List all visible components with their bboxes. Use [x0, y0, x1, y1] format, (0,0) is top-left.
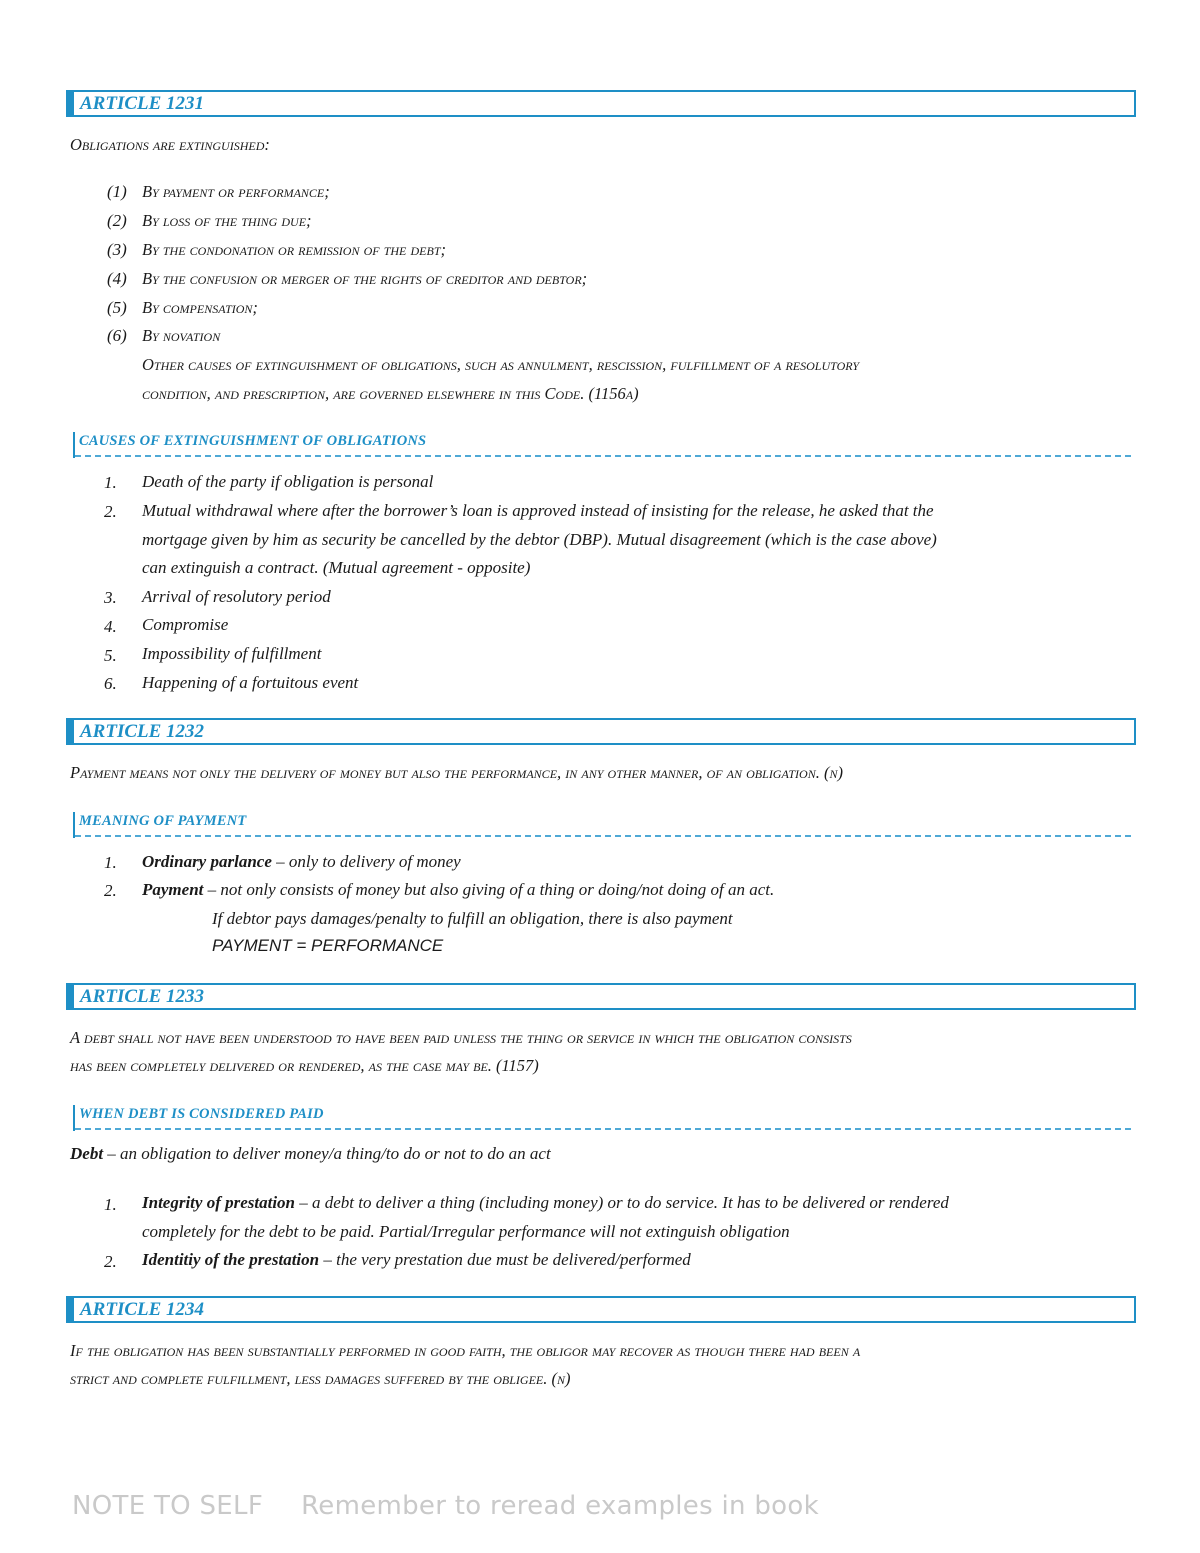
definition: – only to delivery of money — [271, 852, 461, 871]
list-number: 2. — [104, 502, 117, 521]
list-item: Impossibility of fulfillment — [142, 644, 322, 663]
article-1234-line1: If the obligation has been substantially performed in good faith, the obligor may recover as though there had been a — [70, 1341, 861, 1360]
list-number: (3) — [107, 240, 127, 259]
list-item-continuation: mortgage given by him as security be cancelled by the debtor (DBP). Mutual disagreement (which is the case above) — [142, 530, 937, 549]
list-number: 1. — [104, 1195, 117, 1214]
list-item — [142, 848, 461, 877]
article-title: ARTICLE 1231 — [80, 93, 205, 114]
list-number: 1. — [104, 853, 117, 872]
list-item: Mutual withdrawal where after the borrower’s loan is approved instead of insisting for the release, he asked that the — [142, 501, 934, 520]
list-number: 2. — [104, 1252, 117, 1271]
list-item — [142, 876, 774, 905]
list-number: 3. — [104, 588, 117, 607]
list-number: 2. — [104, 881, 117, 900]
note-text: Remember to reread examples in book — [301, 1491, 819, 1521]
payment-equation: PAYMENT = PERFORMANCE — [212, 936, 444, 955]
list-item: By compensation; — [142, 298, 258, 317]
term: Ordinary parlance — [142, 852, 272, 871]
term: Identitiy of the prestation — [142, 1250, 320, 1269]
article-1233-line1: A debt shall not have been understood to have been paid unless the thing or service in which the obligation consists — [70, 1028, 852, 1047]
section-heading-meaning — [73, 812, 1131, 838]
debt-definition — [70, 1140, 551, 1169]
article-1232-text: Payment means not only the delivery of money but also the performance, in any other manner, of an obligation. (n) — [70, 763, 843, 782]
definition: – a debt to deliver a thing (including money) or to do service. It has to be delivered or rendered — [295, 1193, 949, 1212]
list-number: (1) — [107, 182, 127, 201]
list-number: (5) — [107, 298, 127, 317]
article-title: ARTICLE 1234 — [80, 1299, 205, 1320]
list-number: (4) — [107, 269, 127, 288]
list-number: 4. — [104, 617, 117, 636]
dashed-rule — [75, 1128, 1131, 1130]
article-1231-header — [66, 90, 1136, 117]
list-item: By novation — [142, 326, 221, 345]
list-item: By payment or performance; — [142, 182, 330, 201]
list-item: By the confusion or merger of the rights of creditor and debtor; — [142, 269, 588, 288]
list-item: By the condonation or remission of the debt; — [142, 240, 447, 259]
note-label: NOTE TO SELF — [72, 1491, 264, 1521]
list-item-continuation: completely for the debt to be paid. Partial/Irregular performance will not extinguish obligation — [142, 1222, 790, 1241]
article-1231-closing-line2: condition, and prescription, are governed elsewhere in this Code. (1156a) — [142, 384, 639, 403]
term: Integrity of prestation — [142, 1193, 296, 1212]
list-number: 1. — [104, 473, 117, 492]
list-number: 6. — [104, 674, 117, 693]
list-item: Compromise — [142, 615, 229, 634]
section-heading-debt-paid — [73, 1105, 1131, 1131]
dashed-rule — [75, 835, 1131, 837]
article-title: ARTICLE 1232 — [80, 721, 205, 742]
article-title: ARTICLE 1233 — [80, 986, 205, 1007]
article-1232-header — [66, 718, 1136, 745]
payment-note: If debtor pays damages/penalty to fulfill an obligation, there is also payment — [212, 909, 733, 928]
note-to-self — [72, 1491, 819, 1521]
list-item: Happening of a fortuitous event — [142, 673, 359, 692]
definition: – not only consists of money but also giving of a thing or doing/not doing of an act. — [203, 880, 775, 899]
list-item: Death of the party if obligation is personal — [142, 472, 434, 491]
list-item — [142, 1189, 949, 1218]
list-item: Arrival of resolutory period — [142, 587, 331, 606]
list-item — [142, 1246, 691, 1275]
list-number: 5. — [104, 646, 117, 665]
article-1234-line2: strict and complete fulfillment, less damages suffered by the obligee. (n) — [70, 1369, 571, 1388]
definition: – the very prestation due must be delivered/performed — [319, 1250, 691, 1269]
dashed-rule — [75, 455, 1131, 457]
term: Debt — [70, 1144, 104, 1163]
section-heading-causes — [73, 432, 1131, 458]
list-item: By loss of the thing due; — [142, 211, 312, 230]
article-1233-header — [66, 983, 1136, 1010]
article-1231-closing-line1: Other causes of extinguishment of obligations, such as annulment, rescission, fulfillment of a resolutory — [142, 355, 860, 374]
term: Payment — [142, 880, 204, 899]
article-1233-line2: has been completely delivered or rendered, as the case may be. (1157) — [70, 1056, 539, 1075]
article-1234-header — [66, 1296, 1136, 1323]
list-item-continuation: can extinguish a contract. (Mutual agreement - opposite) — [142, 558, 531, 577]
section-label: WHEN DEBT IS CONSIDERED PAID — [79, 1106, 324, 1122]
definition: – an obligation to deliver money/a thing/to do or not to do an act — [103, 1144, 551, 1163]
list-number: (2) — [107, 211, 127, 230]
article-1231-intro: Obligations are extinguished: — [70, 135, 270, 154]
section-label: MEANING OF PAYMENT — [79, 813, 247, 829]
section-label: CAUSES OF EXTINGUISHMENT OF OBLIGATIONS — [79, 433, 427, 449]
list-number: (6) — [107, 326, 127, 345]
